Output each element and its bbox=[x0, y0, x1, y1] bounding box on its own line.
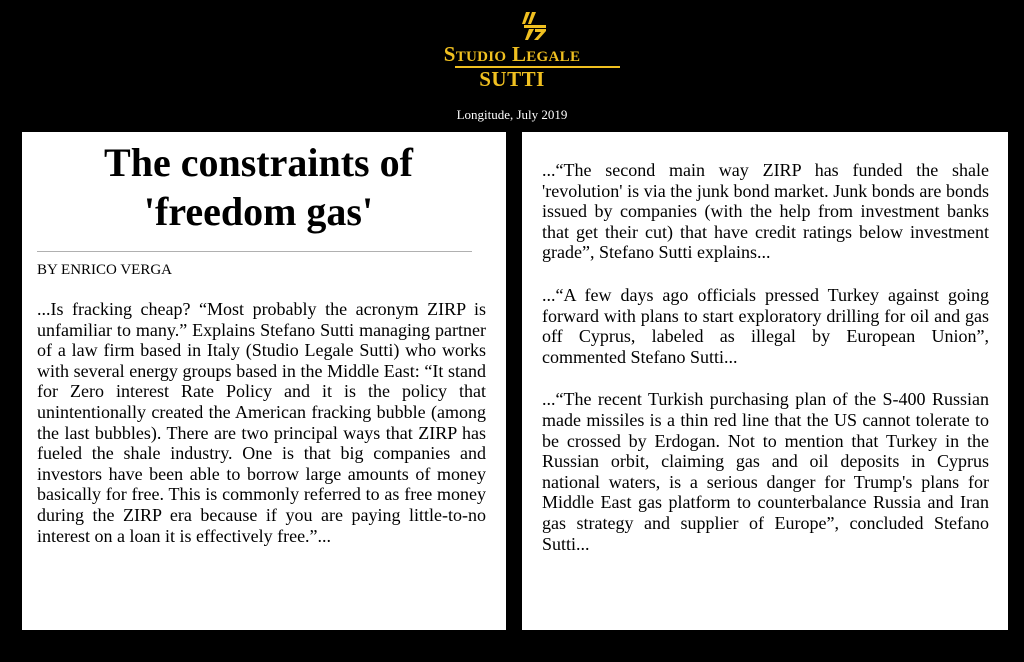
article-paragraph: ...“A few days ago officials pressed Turkey against going forward with plans to start exploratory drilling for oil and gas off Cyprus, labeled as illegal by European Union”, commented Stefano Sutti... bbox=[542, 284, 989, 367]
byline: BY ENRICO VERGA bbox=[37, 262, 173, 278]
publication-date: Longitude, July 2019 bbox=[456, 107, 568, 122]
page-header bbox=[0, 0, 1024, 130]
studio-legale-sutti-logo bbox=[522, 10, 548, 40]
article-title-line-2: 'freedom gas' bbox=[143, 189, 374, 234]
brand-name-secondary: SUTTI bbox=[479, 67, 545, 91]
article-paragraph: ...“The recent Turkish purchasing plan of the S-400 Russian made missiles is a thin red line that the US cannot tolerate to be crossed by Erdogan. Not to mention that Turkey in the Russian orbit, claiming gas and oil deposits in Cyprus national waters, is a serious danger for Trump's plans for Middle East gas platform to counterbalance Russia and Iran gas strategy and supplier of Europe”, concluded Stefano Sutti... bbox=[542, 389, 989, 554]
brand-name: Studio Legale bbox=[443, 42, 581, 66]
article-paragraph: ...Is fracking cheap? “Most probably the acronym ZIRP is unfamiliar to many.” Explains Stefano Sutti managing partner of a law firm based in Italy (Studio Legale Sutti) who works with several energy groups based in the Middle East: “It stand for Zero interest Rate Policy and it is the policy that unintentionally created the American fracking bubble (among the last bubbles). There are two principal ways that ZIRP has fueled the shale industry. One is that big companies and investors have been able to borrow large amounts of money basically for free. This is commonly referred to as free money during the ZIRP era because if you are paying little-to-no interest on a loan it is effectively free.”... bbox=[37, 299, 486, 546]
article-right-column bbox=[522, 132, 1008, 630]
title-divider bbox=[37, 251, 472, 252]
article-title-line-1: The constraints of bbox=[104, 140, 413, 185]
article-paragraph: ...“The second main way ZIRP has funded the shale 'revolution' is via the junk bond market. Junk bonds are bonds issued by companies (with the help from investment banks that get their cut) that have credit ratings below investment grade”, Stefano Sutti explains... bbox=[542, 160, 989, 263]
article-left-column bbox=[22, 132, 506, 630]
article-title bbox=[37, 138, 486, 236]
